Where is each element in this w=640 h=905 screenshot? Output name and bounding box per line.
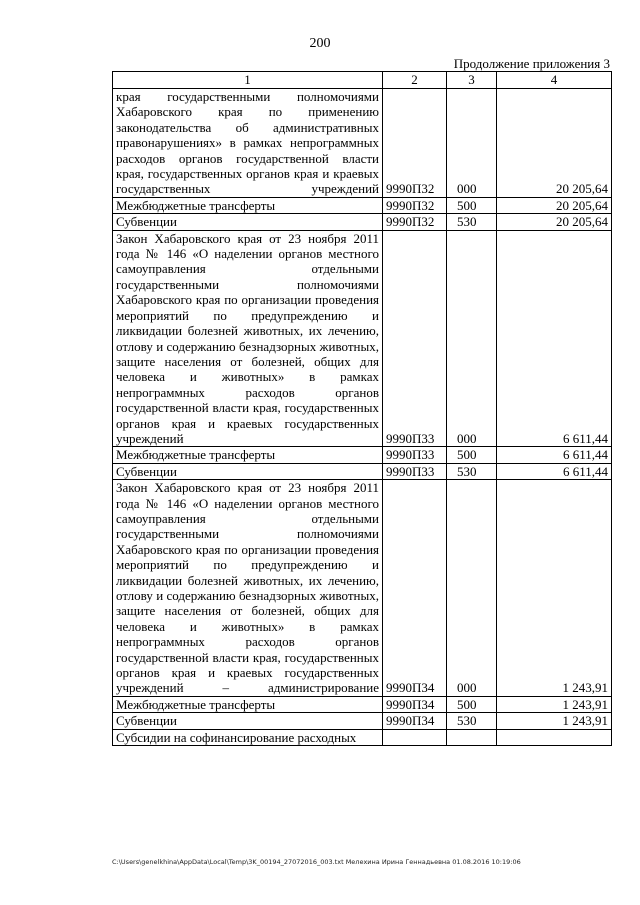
row-amount-cell: 1 243,91 bbox=[497, 696, 612, 712]
row-name-cell: края государственными полномочиями Хабаровского края по применению законодательства об административных правонарушениях» в рамках непрограммных расходов органов государственной власти края, государственных органов края и краевых государственных учреждений bbox=[113, 89, 383, 198]
budget-table bbox=[112, 71, 612, 746]
continuation-label: Продолжение приложения 3 bbox=[453, 56, 610, 71]
row-amount-cell: 6 611,44 bbox=[497, 230, 612, 447]
row-code-cell: 9990П32 bbox=[383, 214, 447, 230]
header-cell: 2 bbox=[383, 72, 447, 89]
row-amount-cell: 6 611,44 bbox=[497, 447, 612, 463]
table-row bbox=[113, 230, 612, 447]
table-header-row bbox=[113, 72, 612, 89]
row-type-cell: 530 bbox=[447, 214, 497, 230]
table-row bbox=[113, 214, 612, 230]
row-amount-cell: 20 205,64 bbox=[497, 89, 612, 198]
row-code-cell: 9990П33 bbox=[383, 447, 447, 463]
row-type-cell: 000 bbox=[447, 89, 497, 198]
header-cell: 1 bbox=[113, 72, 383, 89]
row-amount-cell bbox=[497, 729, 612, 745]
row-code-cell: 9990П34 bbox=[383, 713, 447, 729]
row-code-cell: 9990П34 bbox=[383, 480, 447, 697]
table-row bbox=[113, 480, 612, 697]
table-row bbox=[113, 89, 612, 198]
table-row bbox=[113, 713, 612, 729]
row-type-cell: 500 bbox=[447, 197, 497, 213]
row-code-cell: 9990П33 bbox=[383, 230, 447, 447]
row-code-cell: 9990П34 bbox=[383, 696, 447, 712]
row-type-cell: 000 bbox=[447, 230, 497, 447]
row-name-cell: Субсидии на софинансирование расходных bbox=[113, 729, 383, 745]
row-type-cell bbox=[447, 729, 497, 745]
row-name-cell: Закон Хабаровского края от 23 ноября 2011 года № 146 «О наделении органов местного самоуправления отдельными государственными полномочиями Хабаровского края по организации проведения мероприятий по предупреждению и ликвидации болезней животных, их лечению, отлову и содержанию безнадзорных животных, защите населения от болезней, общих для человека и животных» в рамках непрограммных расходов органов государственной власти края, государственных органов края и краевых государственных учреждений – администрирование bbox=[113, 480, 383, 697]
row-amount-cell: 20 205,64 bbox=[497, 197, 612, 213]
table-row bbox=[113, 197, 612, 213]
table-row bbox=[113, 463, 612, 479]
row-code-cell: 9990П32 bbox=[383, 197, 447, 213]
row-name-cell: Закон Хабаровского края от 23 ноября 2011 года № 146 «О наделении органов местного самоуправления отдельными государственными полномочиями Хабаровского края по организации проведения мероприятий по предупреждению и ликвидации болезней животных, их лечению, отлову и содержанию безнадзорных животных, защите населения от болезней, общих для человека и животных» в рамках непрограммных расходов органов государственной власти края, государственных органов края и краевых государственных учреждений bbox=[113, 230, 383, 447]
row-type-cell: 500 bbox=[447, 447, 497, 463]
row-type-cell: 500 bbox=[447, 696, 497, 712]
page-number: 200 bbox=[309, 36, 331, 51]
file-path-footer: C:\Users\genelkhina\AppData\Local\Temp\3K_00194_27072016_003.txt Мелехина Ирина Геннадьевна 01.08.2016 10:19:06 bbox=[112, 858, 521, 866]
row-type-cell: 530 bbox=[447, 713, 497, 729]
row-name-cell: Межбюджетные трансферты bbox=[113, 197, 383, 213]
row-name-cell: Субвенции bbox=[113, 214, 383, 230]
row-code-cell: 9990П33 bbox=[383, 463, 447, 479]
row-amount-cell: 1 243,91 bbox=[497, 713, 612, 729]
row-amount-cell: 20 205,64 bbox=[497, 214, 612, 230]
row-code-cell: 9990П32 bbox=[383, 89, 447, 198]
row-type-cell: 530 bbox=[447, 463, 497, 479]
row-amount-cell: 1 243,91 bbox=[497, 480, 612, 697]
row-type-cell: 000 bbox=[447, 480, 497, 697]
header-cell: 4 bbox=[497, 72, 612, 89]
table-row bbox=[113, 696, 612, 712]
header-cell: 3 bbox=[447, 72, 497, 89]
row-amount-cell: 6 611,44 bbox=[497, 463, 612, 479]
table-row bbox=[113, 729, 612, 745]
table-row bbox=[113, 447, 612, 463]
row-name-cell: Межбюджетные трансферты bbox=[113, 696, 383, 712]
row-code-cell bbox=[383, 729, 447, 745]
row-name-cell: Субвенции bbox=[113, 713, 383, 729]
row-name-cell: Межбюджетные трансферты bbox=[113, 447, 383, 463]
row-name-cell: Субвенции bbox=[113, 463, 383, 479]
